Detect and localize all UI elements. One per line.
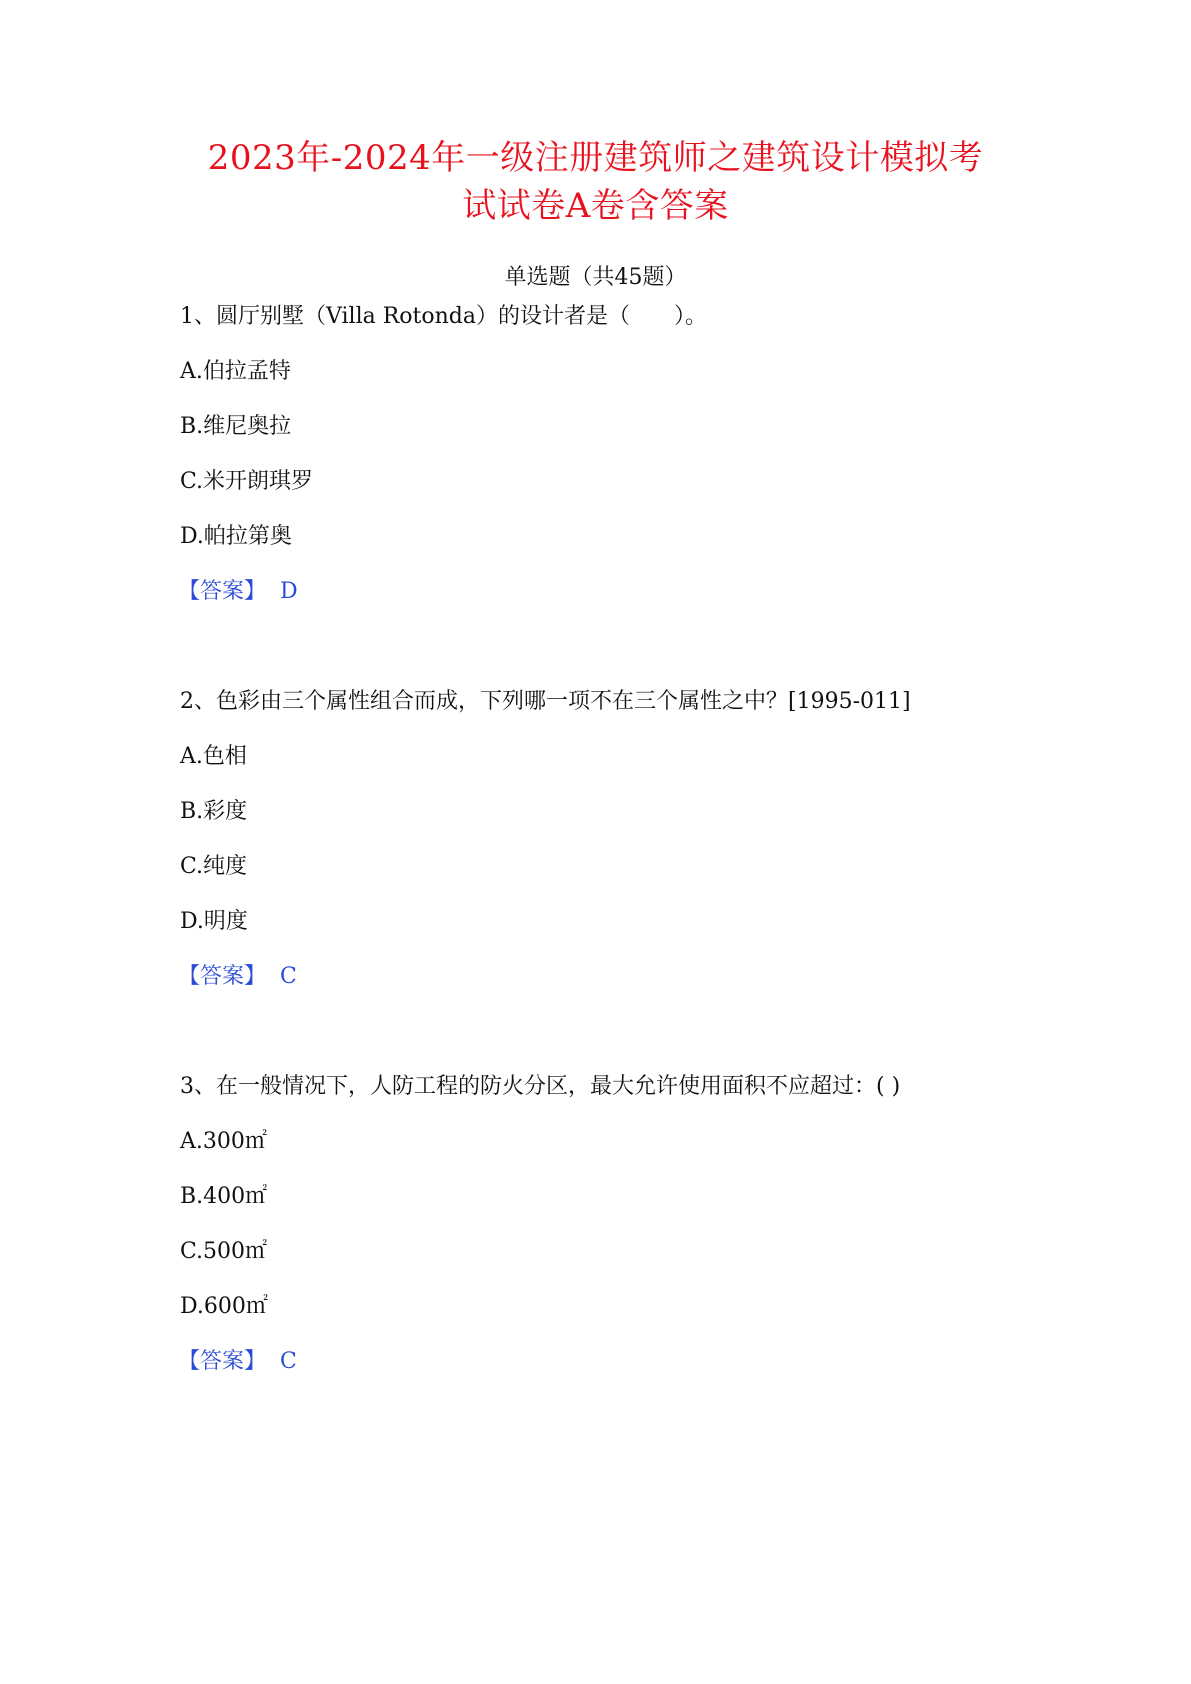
question-1-option-c: C.米开朗琪罗	[180, 469, 314, 494]
question-1-answer	[178, 577, 298, 607]
question-2-option-d: D.明度	[180, 909, 248, 934]
question-3-option-a: A.300㎡	[180, 1129, 267, 1154]
question-3-option-d: D.600㎡	[180, 1294, 268, 1319]
question-2-option-a: A.色相	[180, 744, 247, 769]
answer-label: 【答案】	[178, 964, 267, 989]
question-2-stem: 2、色彩由三个属性组合而成，下列哪一项不在三个属性之中？[1995-011]	[180, 689, 911, 714]
question-2-option-c: C.纯度	[180, 854, 248, 879]
section-heading: 单选题（共45题）	[504, 265, 687, 290]
question-3-stem: 3、在一般情况下，人防工程的防火分区，最大允许使用面积不应超过：( )	[180, 1074, 901, 1099]
document-title-line-2: 试试卷A卷含答案	[462, 186, 729, 226]
question-1-option-b: B.维尼奥拉	[180, 414, 292, 439]
document-title-line-1: 2023年-2024年一级注册建筑师之建筑设计模拟考	[207, 138, 984, 178]
question-1-option-d: D.帕拉第奥	[180, 524, 292, 549]
answer-label: 【答案】	[178, 1349, 267, 1374]
question-2-answer	[178, 962, 297, 992]
question-3-option-b: B.400㎡	[180, 1184, 268, 1209]
question-1-option-a: A.伯拉孟特	[180, 359, 291, 384]
question-2-option-b: B.彩度	[180, 799, 248, 824]
answer-value: D	[280, 579, 298, 604]
question-1-stem: 1、圆厅别墅（Villa Rotonda）的设计者是（ ）。	[180, 304, 707, 329]
question-3-answer	[178, 1347, 297, 1377]
answer-value: C	[280, 1349, 297, 1374]
answer-label: 【答案】	[178, 579, 267, 604]
question-3-option-c: C.500㎡	[180, 1239, 268, 1264]
answer-value: C	[280, 964, 297, 989]
